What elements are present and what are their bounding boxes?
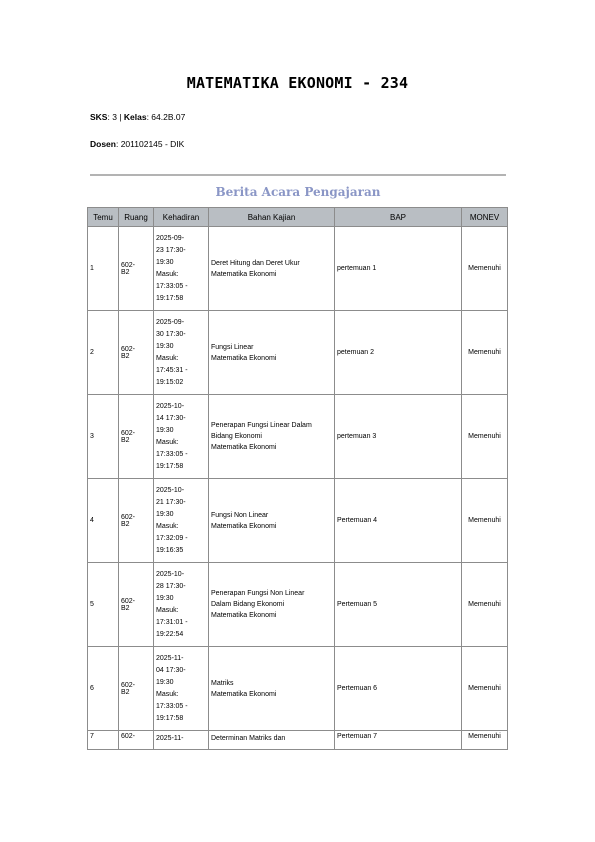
- cell-kehadiran-line: 19:30: [156, 426, 174, 434]
- cell-kehadiran-line: 2025-10-: [156, 570, 185, 578]
- cell-kehadiran-line: 17:33:05 -: [156, 450, 188, 458]
- cell-temu: 4: [88, 479, 119, 563]
- cell-kehadiran-line: 17:31:01 -: [156, 618, 188, 626]
- cell-monev: Memenuhi: [462, 563, 508, 647]
- cell-kehadiran-line: Masuk:: [156, 270, 179, 278]
- cell-bahan-kajian-line: Penerapan Fungsi Linear Dalam: [211, 422, 312, 429]
- cell-kehadiran-line: Masuk:: [156, 522, 179, 530]
- cell-kehadiran-line: 2025-09-: [156, 318, 185, 326]
- table-header-row: [88, 208, 508, 227]
- cell-kehadiran: [154, 479, 209, 563]
- kelas-value: : 64.2B.07: [146, 112, 186, 122]
- cell-bahan-kajian-line: Determinan Matriks dan: [211, 735, 286, 742]
- cell-kehadiran: [154, 647, 209, 731]
- cell-kehadiran: [154, 731, 209, 750]
- cell-kehadiran-line: 14 17:30-: [156, 414, 186, 422]
- cell-bahan-kajian-line: Matriks: [211, 679, 234, 687]
- cell-bahan-kajian-line: Matematika Ekonomi: [211, 522, 277, 530]
- cell-bap: pertemuan 3: [335, 395, 462, 479]
- cell-bahan-kajian: [209, 311, 335, 395]
- cell-bap: pertemuan 1: [335, 227, 462, 311]
- cell-temu: 7: [88, 731, 119, 750]
- cell-ruang-line: 602-: [121, 429, 136, 437]
- cell-ruang-line: B2: [121, 352, 130, 360]
- cell-kehadiran-line: 21 17:30-: [156, 498, 186, 506]
- header-kehadiran: Kehadiran: [154, 208, 209, 227]
- cell-bahan-kajian-line: Fungsi Non Linear: [211, 511, 269, 519]
- cell-kehadiran-line: 04 17:30-: [156, 666, 186, 674]
- cell-kehadiran-line: 28 17:30-: [156, 582, 186, 590]
- cell-kehadiran-line: 2025-10-: [156, 402, 185, 410]
- cell-ruang: [119, 227, 154, 311]
- header-ruang: Ruang: [119, 208, 154, 227]
- kelas-label: Kelas: [123, 112, 147, 122]
- cell-kehadiran-line: 2025-11-: [156, 735, 184, 742]
- table-row: [88, 731, 508, 750]
- cell-bap: Pertemuan 5: [335, 563, 462, 647]
- cell-ruang-line: 602-: [121, 597, 136, 605]
- header-bahan-kajian: Bahan Kajian: [209, 208, 335, 227]
- cell-kehadiran-line: 17:33:05 -: [156, 282, 188, 290]
- cell-kehadiran: [154, 563, 209, 647]
- header-bap: BAP: [335, 208, 462, 227]
- cell-monev: Memenuhi: [462, 479, 508, 563]
- cell-temu: 5: [88, 563, 119, 647]
- cell-bap: Pertemuan 7: [335, 731, 462, 750]
- cell-ruang: [119, 479, 154, 563]
- cell-bahan-kajian: [209, 395, 335, 479]
- cell-bahan-kajian-line: Deret Hitung dan Deret Ukur: [211, 259, 300, 267]
- course-meta: [90, 112, 185, 122]
- cell-bahan-kajian-line: Matematika Ekonomi: [211, 354, 277, 362]
- cell-kehadiran-line: 19:15:02: [156, 378, 184, 386]
- cell-temu: 3: [88, 395, 119, 479]
- cell-ruang-line: 602-: [121, 513, 136, 521]
- section-title: Berita Acara Pengajaran: [215, 185, 381, 199]
- cell-kehadiran-line: Masuk:: [156, 354, 179, 362]
- cell-ruang-line: 602-: [121, 733, 136, 740]
- dosen-value: : 201102145 - DIK: [115, 139, 185, 149]
- teaching-report-table: [87, 207, 508, 750]
- cell-kehadiran-line: 19:30: [156, 342, 174, 350]
- cell-bahan-kajian-line: Bidang Ekonomi: [211, 433, 262, 440]
- cell-bahan-kajian-line: Matematika Ekonomi: [211, 444, 277, 451]
- cell-ruang-line: B2: [121, 436, 130, 444]
- dosen-label: Dosen: [90, 139, 116, 149]
- cell-kehadiran-line: 19:16:35: [156, 546, 184, 554]
- cell-kehadiran-line: 17:32:09 -: [156, 534, 188, 542]
- table-row: [88, 563, 508, 647]
- cell-kehadiran-line: 23 17:30-: [156, 246, 186, 254]
- table-row: [88, 647, 508, 731]
- cell-bahan-kajian: [209, 647, 335, 731]
- cell-ruang: [119, 647, 154, 731]
- cell-kehadiran-line: 19:22:54: [156, 630, 184, 638]
- cell-bahan-kajian: [209, 227, 335, 311]
- cell-kehadiran-line: 19:17:58: [156, 462, 184, 470]
- cell-bahan-kajian-line: Fungsi Linear: [211, 343, 254, 351]
- cell-bahan-kajian-line: Matematika Ekonomi: [211, 612, 277, 619]
- cell-ruang-line: B2: [121, 688, 130, 696]
- cell-kehadiran-line: 17:33:05 -: [156, 702, 188, 710]
- cell-kehadiran-line: 19:30: [156, 678, 174, 686]
- cell-kehadiran: [154, 227, 209, 311]
- table-row: [88, 311, 508, 395]
- cell-bahan-kajian: [209, 479, 335, 563]
- table-row: [88, 395, 508, 479]
- cell-ruang: [119, 311, 154, 395]
- section-divider: [90, 174, 506, 176]
- cell-bahan-kajian-line: Dalam Bidang Ekonomi: [211, 601, 285, 608]
- cell-bahan-kajian-line: Matematika Ekonomi: [211, 690, 277, 698]
- cell-kehadiran-line: 30 17:30-: [156, 330, 186, 338]
- cell-kehadiran-line: 2025-09-: [156, 234, 185, 242]
- cell-kehadiran-line: 19:30: [156, 510, 174, 518]
- cell-monev: Memenuhi: [462, 311, 508, 395]
- cell-ruang-line: B2: [121, 520, 130, 528]
- cell-ruang-line: 602-: [121, 261, 136, 269]
- cell-temu: 1: [88, 227, 119, 311]
- cell-bap: Pertemuan 6: [335, 647, 462, 731]
- course-title: MATEMATIKA EKONOMI - 234: [186, 74, 409, 92]
- cell-monev: Memenuhi: [462, 227, 508, 311]
- cell-kehadiran: [154, 395, 209, 479]
- cell-kehadiran-line: 19:30: [156, 594, 174, 602]
- cell-bahan-kajian: [209, 731, 335, 750]
- table-row: [88, 479, 508, 563]
- cell-ruang-line: 602-: [121, 345, 136, 353]
- cell-bahan-kajian-line: Matematika Ekonomi: [211, 270, 277, 278]
- sks-value: : 3 |: [107, 112, 124, 122]
- cell-kehadiran-line: Masuk:: [156, 438, 179, 446]
- cell-kehadiran-line: 2025-10-: [156, 486, 185, 494]
- cell-kehadiran: [154, 311, 209, 395]
- cell-temu: 6: [88, 647, 119, 731]
- cell-kehadiran-line: 19:17:58: [156, 294, 184, 302]
- cell-bap: Pertemuan 4: [335, 479, 462, 563]
- header-monev: MONEV: [462, 208, 508, 227]
- cell-monev: Memenuhi: [462, 731, 508, 750]
- cell-bahan-kajian-line: Penerapan Fungsi Non Linear: [211, 590, 305, 597]
- cell-kehadiran-line: 19:30: [156, 258, 174, 266]
- cell-bap: petemuan 2: [335, 311, 462, 395]
- cell-bahan-kajian: [209, 563, 335, 647]
- cell-kehadiran-line: 17:45:31 -: [156, 366, 188, 374]
- cell-ruang-line: B2: [121, 268, 130, 276]
- cell-ruang: [119, 731, 154, 750]
- cell-kehadiran-line: 2025-11-: [156, 654, 184, 662]
- cell-monev: Memenuhi: [462, 395, 508, 479]
- cell-kehadiran-line: Masuk:: [156, 606, 179, 614]
- cell-monev: Memenuhi: [462, 647, 508, 731]
- cell-kehadiran-line: 19:17:58: [156, 714, 184, 722]
- sks-label: SKS: [90, 112, 108, 122]
- lecturer-meta: [90, 139, 184, 149]
- cell-temu: 2: [88, 311, 119, 395]
- table-row: [88, 227, 508, 311]
- cell-kehadiran-line: Masuk:: [156, 690, 179, 698]
- cell-ruang-line: B2: [121, 604, 130, 612]
- cell-ruang: [119, 563, 154, 647]
- cell-ruang: [119, 395, 154, 479]
- header-temu: Temu: [88, 208, 119, 227]
- cell-ruang-line: 602-: [121, 681, 136, 689]
